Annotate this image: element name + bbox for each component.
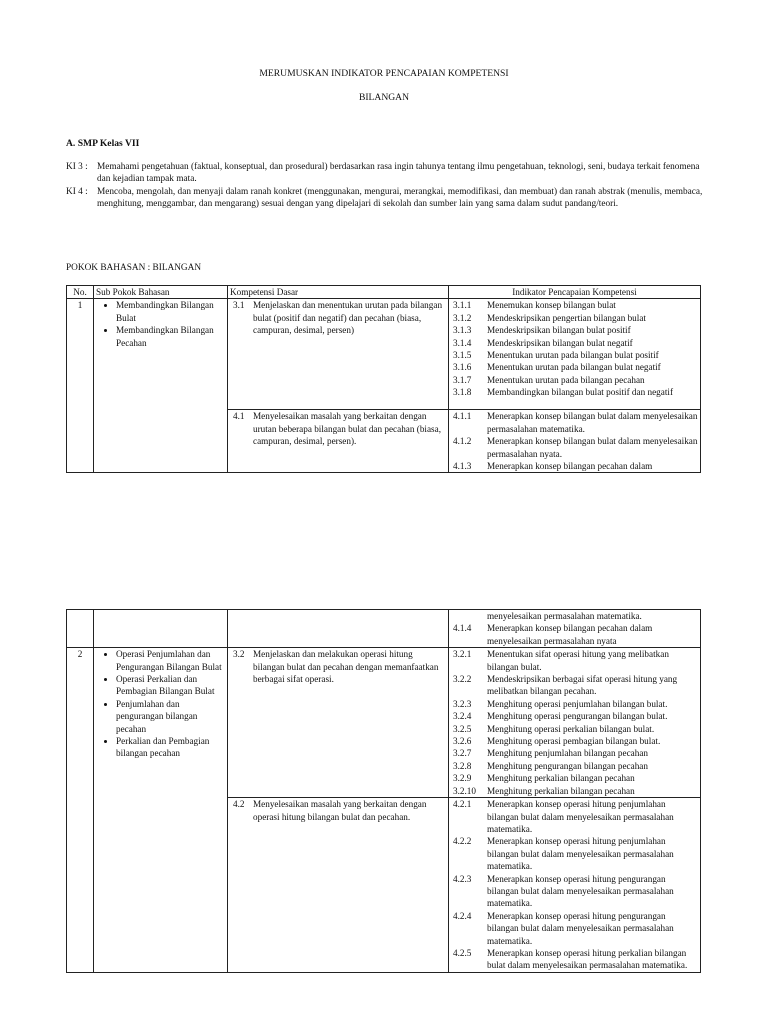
kd-number: 4.2 <box>233 799 245 810</box>
indicator-item: 3.2.6 Menghitung operasi pembagian bilangan bulat. <box>453 736 661 747</box>
indicator-item: 3.2.9 Menghitung perkalian bilangan pecahan <box>453 773 635 784</box>
kd-number: 3.1 <box>233 300 245 311</box>
sub-topic-item: • Membandingkan Bilangan Pecahan <box>116 324 225 349</box>
indicator-item: 3.1.2 Mendeskripsikan pengertian bilangan bulat <box>453 312 646 323</box>
table-row <box>67 610 701 648</box>
competency-table-part-1 <box>66 285 701 473</box>
indicator-item: 4.2.5 Menerapkan konsep operasi hitung perkalian bilangan bulat dalam menyelesaikan permasalahan matematika. <box>453 947 688 971</box>
sub-topic-cell <box>94 299 228 473</box>
indicator-item: 3.1.1 Menemukan konsep bilangan bulat <box>453 300 616 311</box>
kd-text: Menjelaskan dan melakukan operasi hitung bilangan bulat dan pecahan dengan memanfaatkan berbagai sifat operasi. <box>253 649 439 685</box>
table-header-row <box>67 286 701 299</box>
sub-topic-item: • Operasi Penjumlahan dan Pengurangan Bilangan Bulat <box>116 648 225 673</box>
indicator-cell <box>449 410 701 473</box>
indicator-item: 3.2.2 Mendeskripsikan berbagai sifat operasi hitung yang melibatkan bilangan pecahan. <box>453 674 678 697</box>
header-indicator: Indikator Pencapaian Kompetensi <box>449 286 701 299</box>
indicator-item: 3.2.4 Menghitung operasi pengurangan bilangan bulat. <box>453 711 668 722</box>
kd-number: 3.2 <box>233 649 245 660</box>
indicator-item: 4.2.1 Menerapkan konsep operasi hitung penjumlahan bilangan bulat dalam menyelesaikan permasalahan matematika. <box>453 799 674 834</box>
kd-cell <box>228 410 449 473</box>
kd-number: 4.1 <box>233 411 245 422</box>
indicator-item: 3.1.4 Mendeskripsikan bilangan bulat negatif <box>453 337 633 348</box>
ki-label: KI 4 : <box>66 187 88 197</box>
indicator-item: 3.1.3 Mendeskripsikan bilangan bulat positif <box>453 325 631 336</box>
indicator-item: 3.2.10 Menghitung perkalian bilangan pecahan <box>453 785 635 796</box>
indicator-item: 4.2.3 Menerapkan konsep operasi hitung pengurangan bilangan bulat dalam menyelesaikan permasalahan matematika. <box>453 873 674 909</box>
indicator-item: 3.1.8 Membandingkan bilangan bulat positif dan negatif <box>453 387 674 398</box>
document-title: MERUMUSKAN INDIKATOR PENCAPAIAN KOMPETENSI <box>259 68 509 79</box>
indicator-item: 3.1.5 Menentukan urutan pada bilangan bulat positif <box>453 350 659 361</box>
header-no: No. <box>67 286 94 299</box>
indicator-cell <box>449 648 701 798</box>
table-row <box>67 299 701 410</box>
kd-cell <box>228 648 449 798</box>
kd-cell <box>228 299 449 410</box>
sub-topic-cell <box>94 648 228 973</box>
ki-label: KI 3 : <box>66 162 88 172</box>
kd-cell <box>228 798 449 973</box>
header-kd: Kompetensi Dasar <box>228 286 449 299</box>
indicator-item: 4.1.4 Menerapkan konsep bilangan pecahan dalam menyelesaikan permasalahan nyata <box>453 623 653 646</box>
ki-text: Memahami pengetahuan (faktual, konseptual, dan prosedural) berdasarkan rasa ingin tahunya tentang ilmu pengetahuan, teknologi, seni, budaya terkait fenomena dan kejadian tampak mata. <box>97 162 700 185</box>
indicator-item: 4.2.2 Menerapkan konsep operasi hitung penjumlahan bilangan bulat dalam menyelesaikan permasalahan matematika. <box>453 836 674 872</box>
row-number: 2 <box>67 648 94 973</box>
indicator-item: 3.2.8 Menghitung pengurangan bilangan pecahan <box>453 760 648 771</box>
ki-text: Mencoba, mengolah, dan menyaji dalam ranah konkret (menggunakan, mengurai, merangkai, memodifikasi, dan membuat) dan ranah abstrak (menulis, membaca, menghitung, menggambar, dan mengarang) sesuai dengan yang dipelajari di sekolah dan sumber lain yang sama dalam sudut pandang/teori. <box>97 187 703 210</box>
indicator-item: 4.2.4 Menerapkan konsep operasi hitung pengurangan bilangan bulat dalam menyelesaikan permasalahan matematika. <box>453 910 674 946</box>
indicator-item: 3.2.1 Menentukan sifat operasi hitung yang melibatkan bilangan bulat. <box>453 649 669 672</box>
indicator-item: 3.1.7 Menentukan urutan pada bilangan pecahan <box>453 374 645 385</box>
kd-text: Menyelesaikan masalah yang berkaitan dengan operasi hitung bilangan bulat dan pecahan. <box>253 799 427 822</box>
indicator-item: 4.1.1 Menerapkan konsep bilangan bulat dalam menyelesaikan permasalahan matematika. <box>453 411 698 434</box>
pokok-bahasan: POKOK BAHASAN : BILANGAN <box>66 263 202 273</box>
sub-topic-item: • Perkalian dan Pembagian bilangan pecahan <box>116 735 225 760</box>
indicator-item: menyelesaikan permasalahan matematika. <box>487 611 642 621</box>
sub-topic-item: • Membandingkan Bilangan Bulat <box>116 299 225 324</box>
indicator-item: 3.2.7 Menghitung penjumlahan bilangan pecahan <box>453 748 648 759</box>
table-row <box>67 648 701 798</box>
indicator-cell <box>449 798 701 973</box>
document-subtitle: BILANGAN <box>358 92 410 103</box>
kd-text: Menyelesaikan masalah yang berkaitan dengan urutan beberapa bilangan bulat dan pecahan (biasa, campuran, desimal, persen). <box>253 411 442 447</box>
competency-table-part-2 <box>66 609 701 973</box>
indicator-cell <box>449 610 701 648</box>
indicator-item: 4.1.2 Menerapkan konsep bilangan bulat dalam menyelesaikan permasalahan nyata. <box>453 436 698 459</box>
indicator-item: 3.2.3 Menghitung operasi penjumlahan bilangan bulat. <box>453 698 668 709</box>
indicator-item: 3.2.5 Menghitung operasi perkalian bilangan bulat. <box>453 723 655 734</box>
indicator-item: 4.1.3 Menerapkan konsep bilangan pecahan dalam <box>453 461 653 472</box>
section-heading: A. SMP Kelas VII <box>66 138 140 149</box>
row-number: 1 <box>67 299 94 473</box>
kd-text: Menjelaskan dan menentukan urutan pada bilangan bulat (positif dan negatif) dan pecahan (biasa, campuran, desimal, persen) <box>253 300 443 336</box>
indicator-cell <box>449 299 701 410</box>
sub-topic-item: • Operasi Perkalian dan Pembagian Bilangan Bulat <box>116 673 225 698</box>
indicator-item: 3.1.6 Menentukan urutan pada bilangan bulat negatif <box>453 362 661 373</box>
header-sub: Sub Pokok Bahasan <box>94 286 228 299</box>
sub-topic-item: • Penjumlahan dan pengurangan bilangan pecahan <box>116 698 225 735</box>
